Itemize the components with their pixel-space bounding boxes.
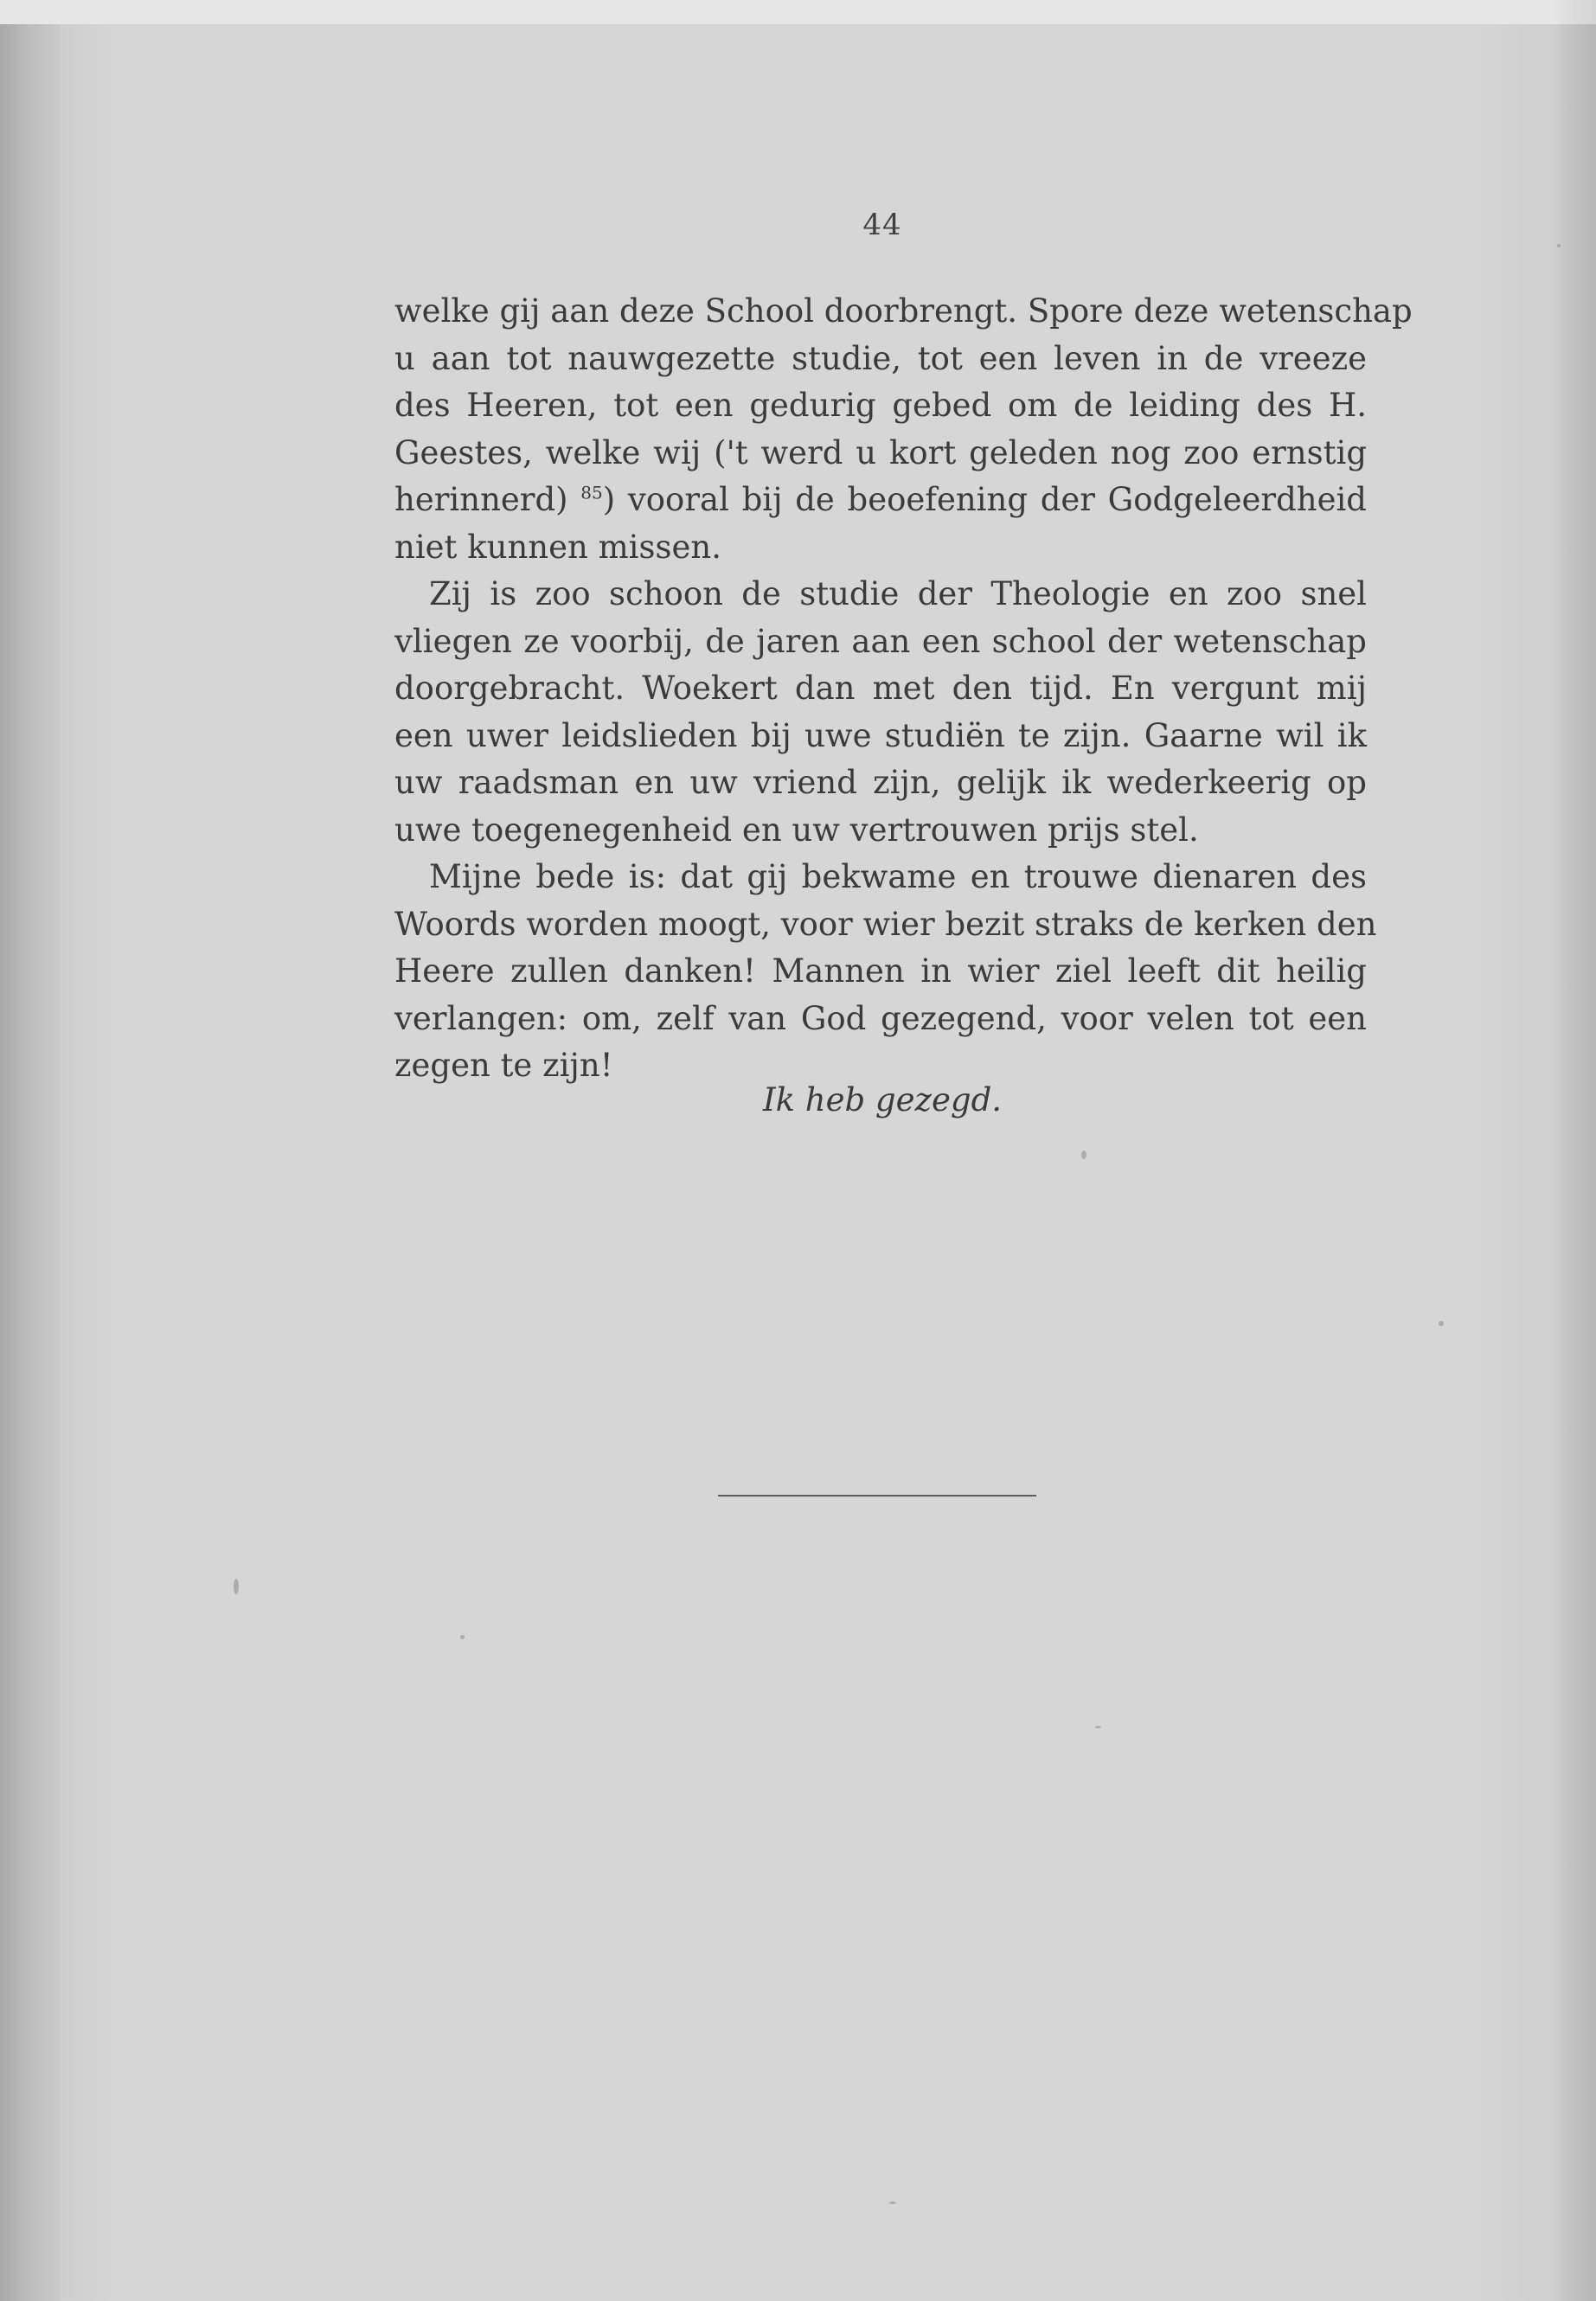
text-line: Geestes, welke wij ('t werd u kort geleden nog zoo ernstig [394,433,1367,471]
text-line: een uwer leidslieden bij uwe studiën te zijn. Gaarne wil ik [394,716,1367,754]
page-binding-shadow [0,24,61,2301]
text-line: welke gij aan deze School doorbrengt. Spore deze wetenschap [394,292,1413,330]
text-line: Woords worden moogt, voor wier bezit straks de kerken den [394,905,1377,943]
section-divider-rule [718,1495,1036,1497]
paper-speck [460,1635,465,1639]
text-line: zegen te zijn! [394,1047,613,1084]
text-line: uw raadsman en uw vriend zijn, gelijk ik wederkeerig op [394,764,1367,801]
text-fragment: ) vooral bij de beoefening der Godgeleerdheid [602,481,1367,518]
text-line: Zij is zoo schoon de studie der Theologie en zoo snel [429,575,1367,612]
text-line: u aan tot nauwgezette studie, tot een leven in de vreeze [394,339,1367,377]
paper-speck [1081,1150,1086,1159]
paper-speck [1439,1321,1444,1326]
text-line: Heere zullen danken! Mannen in wier ziel leeft dit heilig [394,952,1367,990]
paper-speck [889,2202,896,2204]
text-line: Mijne bede is: dat gij bekwame en trouwe dienaren des [429,858,1367,895]
page-top-edge [0,0,1596,24]
page-right-edge [1553,0,1596,2301]
signature-line: Ik heb gezegd. [762,1081,1003,1118]
text-line: verlangen: om, zelf van God gezegend, voor velen tot een [394,999,1367,1037]
page-number: 44 [862,208,902,242]
text-line: doorgebracht. Woekert dan met den tijd. En vergunt mij [394,670,1367,707]
text-line: des Heeren, tot een gedurig gebed om de leiding des H. [394,387,1367,424]
text-line-with-footnote [394,477,1367,524]
text-line: uwe toegenegenheid en uw vertrouwen prijs stel. [394,811,1199,849]
text-fragment: herinnerd) [394,481,568,518]
paper-speck [234,1579,239,1594]
body-text [394,288,1413,1090]
paper-speck [1095,1726,1101,1728]
text-line: niet kunnen missen. [394,528,721,566]
paper-speck [1557,244,1561,247]
footnote-reference: 85 [580,482,603,503]
text-line: vliegen ze voorbij, de jaren aan een school der wetenschap [394,622,1367,660]
